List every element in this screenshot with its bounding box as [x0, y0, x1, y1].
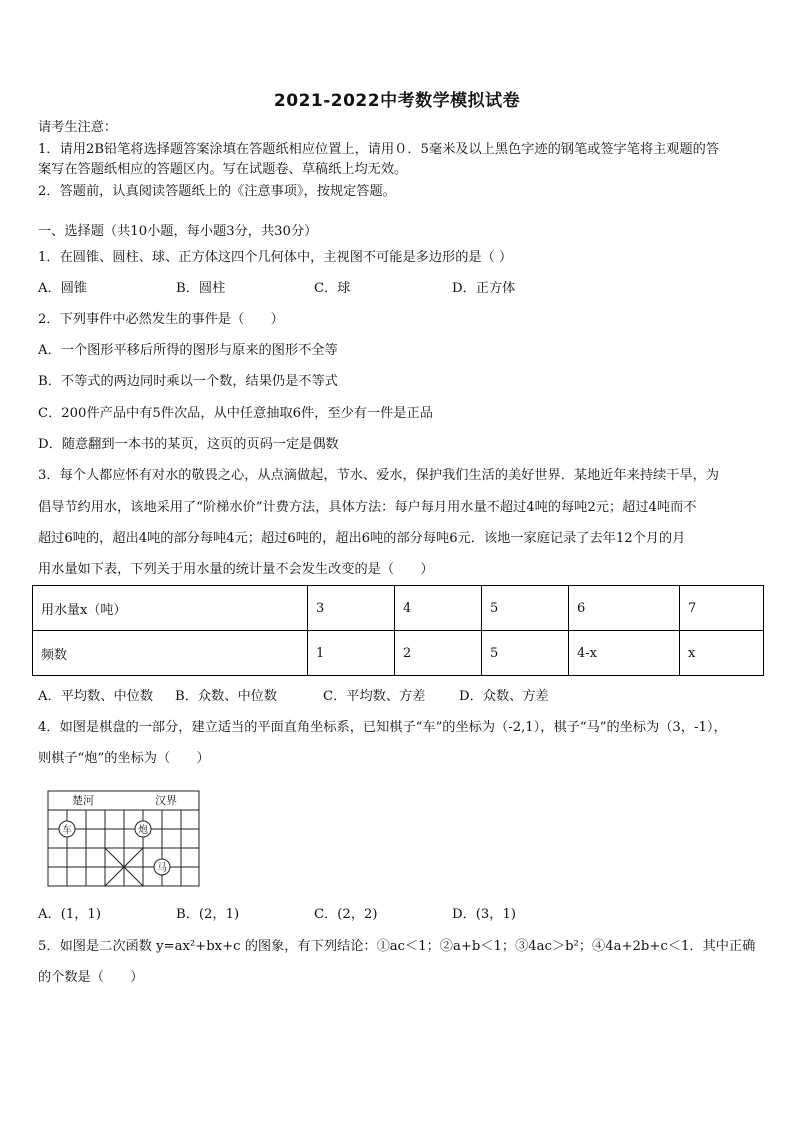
- q1-option-c: C．球: [314, 281, 351, 296]
- q3-option-c: C．平均数、方差: [323, 689, 426, 704]
- q2-option-d: D．随意翻到一本书的某页，这页的页码一定是偶数: [38, 437, 339, 452]
- table-cell: 用水量x（吨）: [33, 586, 308, 631]
- table-row: [33, 631, 764, 676]
- q3-line3: 超过6吨的，超出4吨的部分每吨4元；超过6吨的，超出6吨的部分每吨6元．该地一家庭记录了去年12个月的月: [38, 531, 686, 546]
- page-title: 2021-2022中考数学模拟试卷: [273, 91, 521, 111]
- q3-options: [38, 686, 549, 708]
- table-cell: 1: [308, 631, 395, 676]
- q3-line1: 3．每个人都应怀有对水的敬畏之心，从点滴做起，节水、爱水，保护我们生活的美好世界．某地近年来持续干旱，为: [38, 468, 719, 483]
- q1-option-d: D．正方体: [452, 281, 516, 296]
- q3-option-b: B．众数、中位数: [175, 689, 278, 704]
- table-cell: 4-x: [569, 631, 680, 676]
- q2-stem: 2．下列事件中必然发生的事件是（ ）: [38, 312, 284, 327]
- table-row: [33, 586, 764, 631]
- notice-heading: 请考生注意：: [38, 120, 118, 135]
- q3-line2: 倡导节约用水，该地采用了“阶梯水价”计费方法，具体方法：每户每月用水量不超过4吨的每吨2元；超过4吨而不: [38, 500, 697, 515]
- q1-option-a: A．圆锥: [38, 281, 88, 296]
- q5-line2: 的个数是（ ）: [38, 970, 144, 985]
- q1-options: [38, 278, 590, 300]
- board-label-chuhe: 楚河: [72, 794, 94, 807]
- q4-option-b: B．(2，1): [176, 907, 240, 922]
- table-cell: 3: [308, 586, 395, 631]
- q2-option-b: B．不等式的两边同时乘以一个数，结果仍是不等式: [38, 374, 338, 389]
- board-label-hanjie: 汉界: [155, 794, 177, 807]
- q5-line1: 5．如图是二次函数 y=ax²+bx+c 的图象，有下列结论：①ac＜1；②a+b＜1；③4ac＞b²；④4a+2b+c＜1．其中正确: [38, 939, 756, 954]
- section-heading: 一、选择题（共10小题，每小题3分，共30分）: [38, 224, 318, 239]
- pao-piece-label: 炮: [138, 825, 148, 836]
- q4-option-c: C．(2，2): [314, 907, 378, 922]
- table-cell: 5: [482, 586, 569, 631]
- q4-line2: 则棋子“炮”的坐标为（ ）: [38, 751, 210, 766]
- q3-option-a: A．平均数、中位数: [38, 689, 154, 704]
- q3-line4: 用水量如下表，下列关于用水量的统计量不会发生改变的是（ ）: [38, 562, 434, 577]
- q4-option-a: A．(1，1): [38, 907, 101, 922]
- q2-option-c: C．200件产品中有5件次品，从中任意抽取6件，至少有一件是正品: [38, 406, 433, 421]
- table-cell: 4: [395, 586, 482, 631]
- che-piece-label: 车: [62, 825, 72, 836]
- q1-option-b: B．圆柱: [176, 281, 226, 296]
- q1-stem: 1．在圆锥、圆柱、球、正方体这四个几何体中，主视图不可能是多边形的是（ ）: [38, 250, 513, 265]
- notice-item1-line1: 1．请用2B铅笔将选择题答案涂填在答题纸相应位置上，请用０．5毫米及以上黑色字迹的钢笔或签字笔将主观题的答: [38, 142, 720, 157]
- water-usage-table: [32, 585, 764, 676]
- q3-option-d: D．众数、方差: [459, 689, 549, 704]
- ma-piece-label: 马: [157, 863, 167, 874]
- table-cell: 频数: [33, 631, 308, 676]
- table-cell: 2: [395, 631, 482, 676]
- table-cell: 7: [680, 586, 764, 631]
- chessboard-figure: [47, 790, 201, 888]
- table-cell: 5: [482, 631, 569, 676]
- q4-line1: 4．如图是棋盘的一部分，建立适当的平面直角坐标系，已知棋子“车”的坐标为（-2,1），棋子“马”的坐标为（3，-1），: [38, 720, 727, 735]
- q4-option-d: D．(3，1): [452, 907, 517, 922]
- table-cell: 6: [569, 586, 680, 631]
- notice-item1-line2: 案写在答题纸相应的答题区内。写在试题卷、草稿纸上均无效。: [38, 162, 408, 177]
- notice-item2: 2．答题前，认真阅读答题纸上的《注意事项》，按规定答题。: [38, 184, 396, 199]
- q4-options: [38, 904, 590, 926]
- table-cell: x: [680, 631, 764, 676]
- q2-option-a: A．一个图形平移后所得的图形与原来的图形不全等: [38, 343, 338, 358]
